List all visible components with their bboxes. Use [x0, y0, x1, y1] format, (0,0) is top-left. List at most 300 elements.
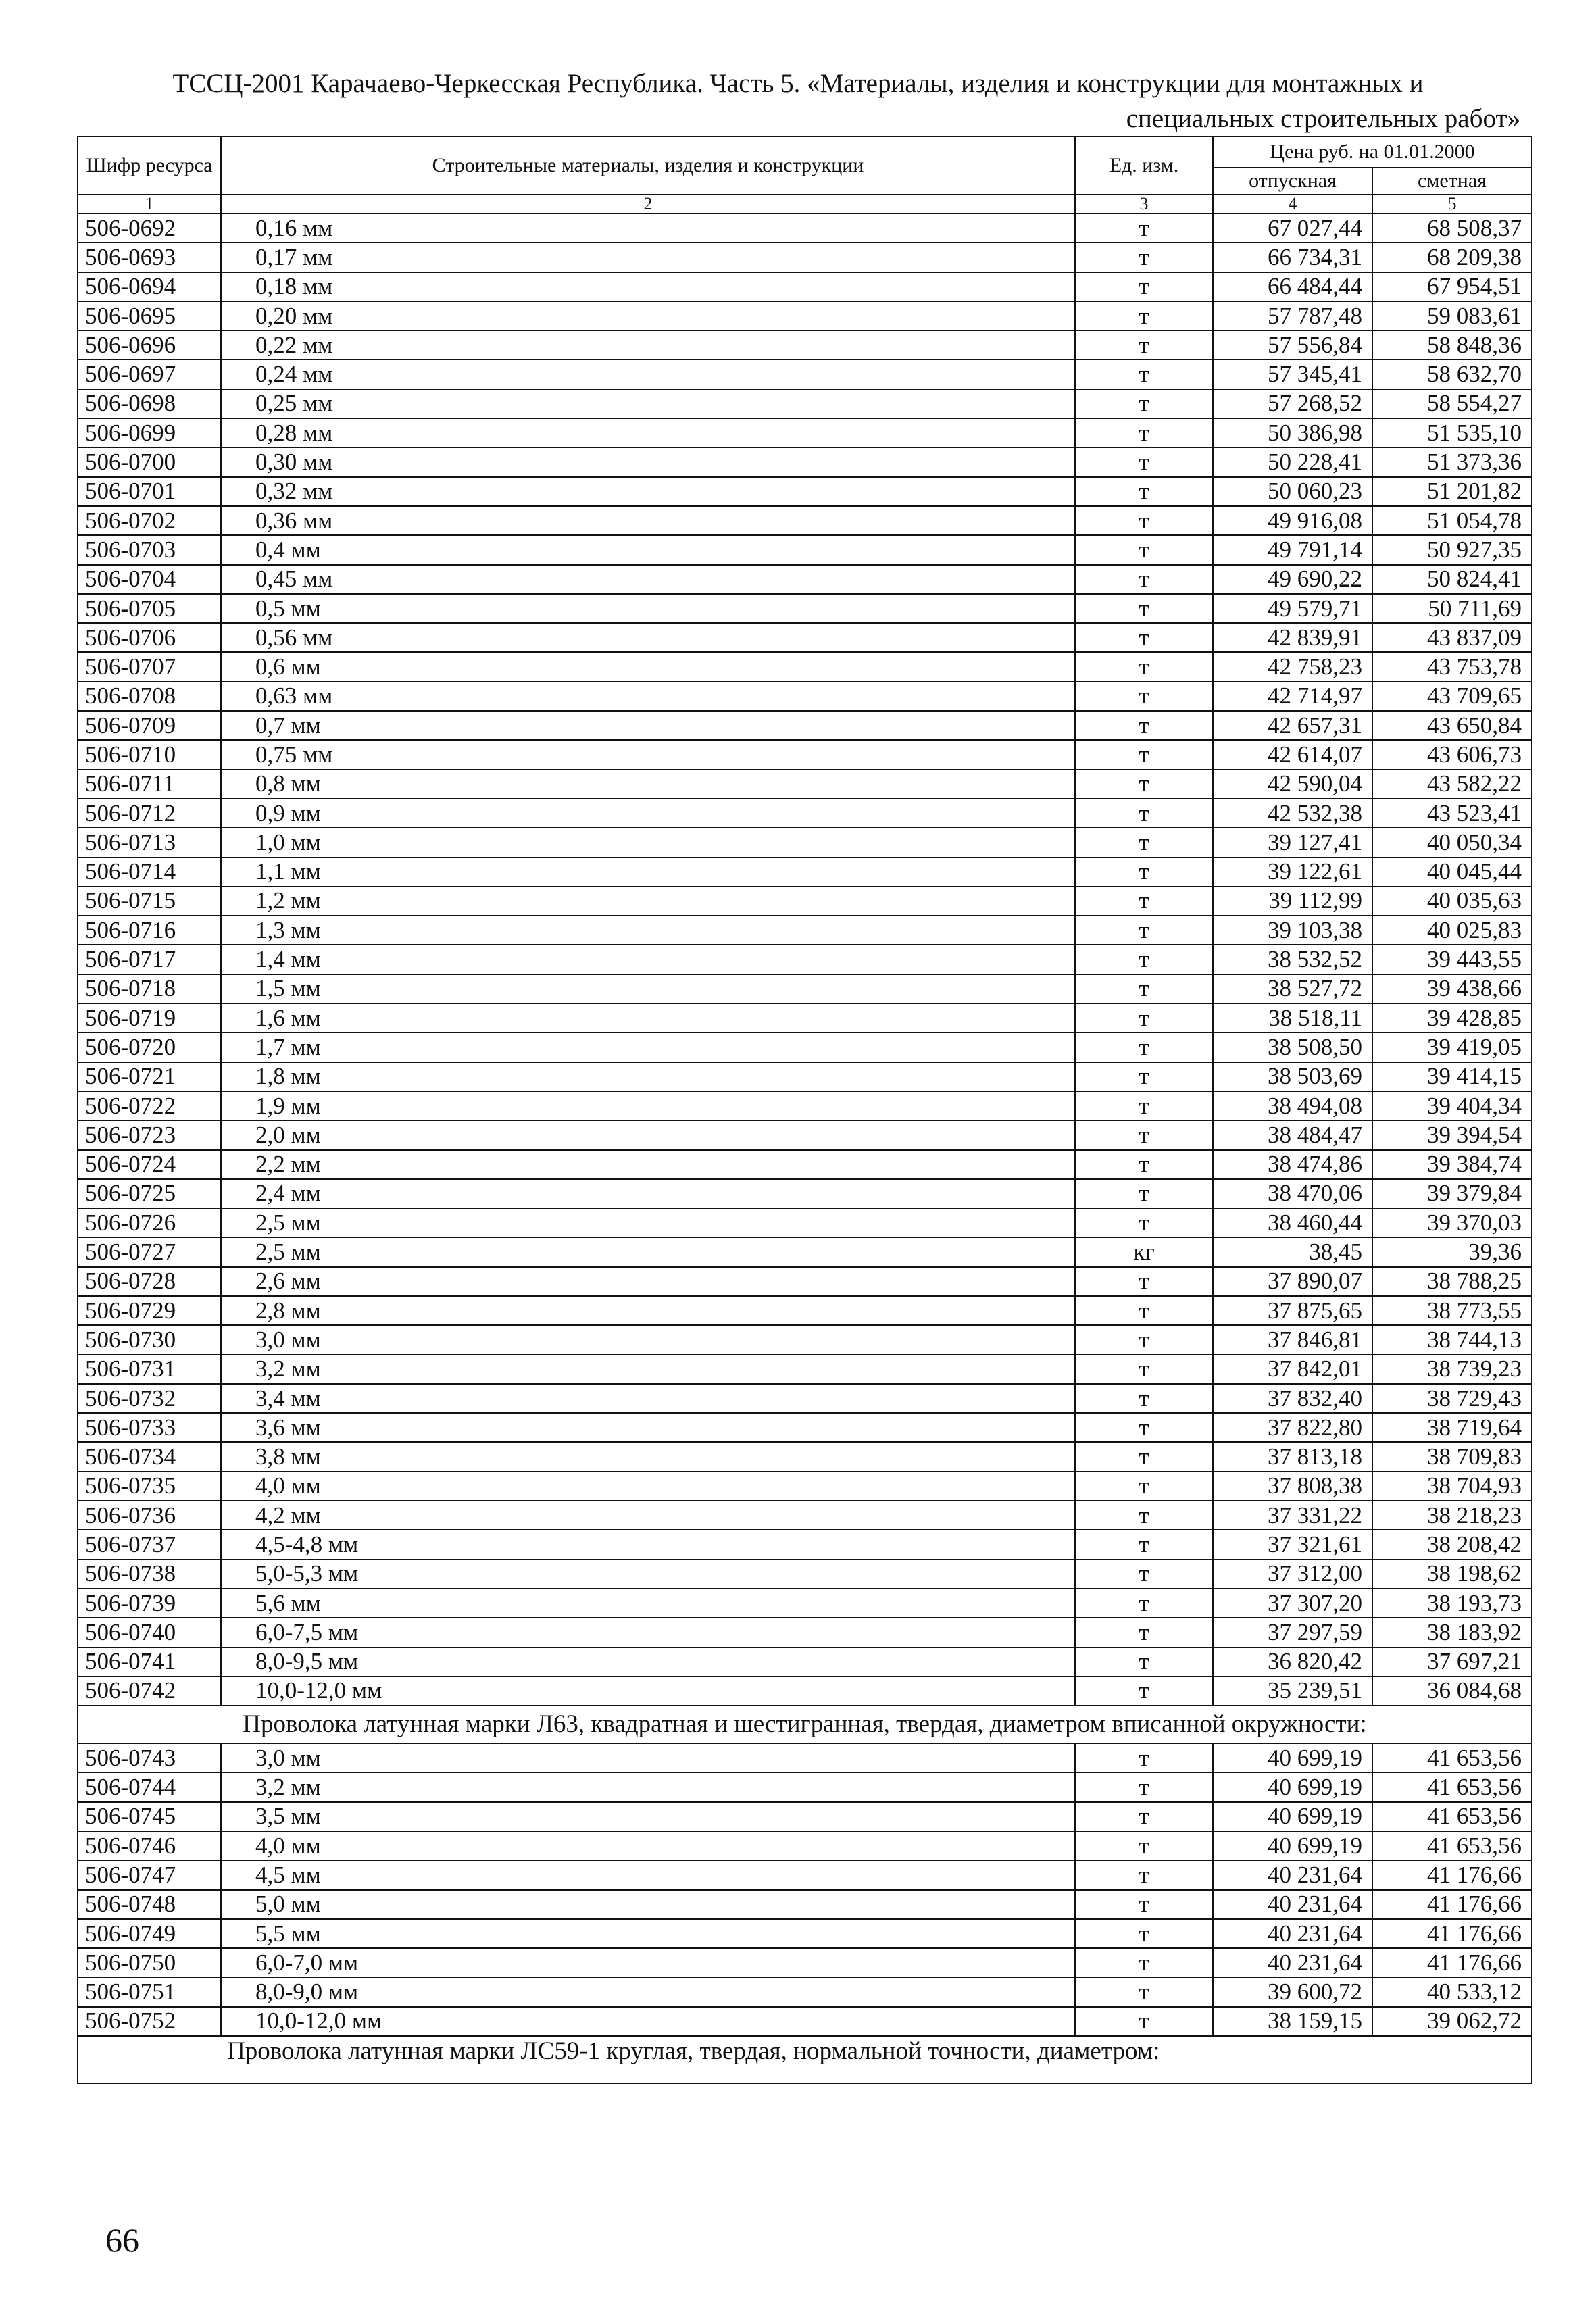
resource-code-cell: 506-0728: [78, 1267, 221, 1296]
resource-code-cell: 506-0707: [78, 652, 221, 681]
material-name-cell: 3,0 мм: [221, 1325, 1075, 1354]
release-price-cell: 37 321,61: [1213, 1530, 1372, 1559]
estimate-price-cell: 38 773,55: [1372, 1296, 1532, 1325]
estimate-price-cell: 50 711,69: [1372, 594, 1532, 623]
resource-code-cell: 506-0719: [78, 1003, 221, 1032]
header-estimate-price: сметная: [1372, 168, 1532, 195]
table-row: [78, 770, 1532, 799]
release-price-cell: 38 527,72: [1213, 974, 1372, 1003]
table-row: [78, 1179, 1532, 1208]
resource-code-cell: 506-0731: [78, 1355, 221, 1384]
unit-cell: т: [1075, 1179, 1213, 1208]
table-row: [78, 1472, 1532, 1501]
release-price-cell: 37 832,40: [1213, 1384, 1372, 1413]
unit-cell: т: [1075, 1296, 1213, 1325]
resource-code-cell: 506-0697: [78, 359, 221, 389]
release-price-cell: 37 808,38: [1213, 1472, 1372, 1501]
resource-code-cell: 506-0729: [78, 1296, 221, 1325]
resource-code-cell: 506-0724: [78, 1150, 221, 1179]
table-row: [78, 359, 1532, 389]
release-price-cell: 42 532,38: [1213, 799, 1372, 828]
resource-code-cell: 506-0704: [78, 565, 221, 594]
resource-code-cell: 506-0714: [78, 857, 221, 887]
release-price-cell: 40 231,64: [1213, 1919, 1372, 1948]
release-price-cell: 37 813,18: [1213, 1442, 1372, 1471]
release-price-cell: 38 460,44: [1213, 1208, 1372, 1237]
estimate-price-cell: 68 209,38: [1372, 243, 1532, 272]
material-name-cell: 1,7 мм: [221, 1032, 1075, 1062]
unit-cell: т: [1075, 359, 1213, 389]
table-row: [78, 799, 1532, 828]
release-price-cell: 37 297,59: [1213, 1618, 1372, 1647]
header-line-2: специальных строительных работ»: [1126, 104, 1520, 133]
material-name-cell: 0,75 мм: [221, 740, 1075, 769]
material-name-cell: 0,36 мм: [221, 506, 1075, 535]
resource-code-cell: 506-0720: [78, 1032, 221, 1062]
table-row: [78, 477, 1532, 506]
estimate-price-cell: 38 208,42: [1372, 1530, 1532, 1559]
estimate-price-cell: 51 201,82: [1372, 477, 1532, 506]
estimate-price-cell: 39 443,55: [1372, 945, 1532, 974]
unit-cell: т: [1075, 1003, 1213, 1032]
header-unit: Ед. изм.: [1075, 136, 1213, 195]
material-name-cell: 6,0-7,0 мм: [221, 1948, 1075, 1977]
release-price-cell: 50 060,23: [1213, 477, 1372, 506]
material-name-cell: 0,20 мм: [221, 301, 1075, 330]
page-number: 66: [105, 2221, 139, 2259]
table-row: [78, 1802, 1532, 1831]
header-line-1: ТССЦ-2001 Карачаево-Черкесская Республика. Часть 5. «Материалы, изделия и конструкции для монтажных и: [172, 69, 1424, 98]
table-row: [78, 506, 1532, 535]
unit-cell: т: [1075, 1772, 1213, 1801]
unit-cell: т: [1075, 916, 1213, 945]
unit-cell: т: [1075, 477, 1213, 506]
material-name-cell: 2,5 мм: [221, 1208, 1075, 1237]
table-row: [78, 1062, 1532, 1091]
release-price-cell: 40 699,19: [1213, 1831, 1372, 1860]
resource-code-cell: 506-0692: [78, 214, 221, 243]
header-col-number: 5: [1372, 195, 1532, 214]
resource-code-cell: 506-0743: [78, 1743, 221, 1772]
release-price-cell: 36 820,42: [1213, 1647, 1372, 1676]
unit-cell: т: [1075, 799, 1213, 828]
release-price-cell: 38,45: [1213, 1237, 1372, 1266]
unit-cell: т: [1075, 272, 1213, 301]
estimate-price-cell: 41 176,66: [1372, 1948, 1532, 1977]
estimate-price-cell: 41 176,66: [1372, 1860, 1532, 1889]
table-row: [78, 1208, 1532, 1237]
material-name-cell: 1,9 мм: [221, 1091, 1075, 1120]
resource-code-cell: 506-0715: [78, 887, 221, 916]
resource-code-cell: 506-0706: [78, 623, 221, 652]
table-row: [78, 1267, 1532, 1296]
estimate-price-cell: 50 824,41: [1372, 565, 1532, 594]
release-price-cell: 38 470,06: [1213, 1179, 1372, 1208]
material-name-cell: 3,5 мм: [221, 1802, 1075, 1831]
release-price-cell: 42 657,31: [1213, 711, 1372, 740]
unit-cell: т: [1075, 1442, 1213, 1471]
release-price-cell: 38 532,52: [1213, 945, 1372, 974]
release-price-cell: 37 875,65: [1213, 1296, 1372, 1325]
resource-code-cell: 506-0746: [78, 1831, 221, 1860]
table-row: [78, 1237, 1532, 1266]
release-price-cell: 38 508,50: [1213, 1032, 1372, 1062]
release-price-cell: 40 231,64: [1213, 1860, 1372, 1889]
material-name-cell: 4,0 мм: [221, 1831, 1075, 1860]
material-name-cell: 0,6 мм: [221, 652, 1075, 681]
table-row: [78, 1530, 1532, 1559]
material-name-cell: 0,45 мм: [221, 565, 1075, 594]
release-price-cell: 66 484,44: [1213, 272, 1372, 301]
table-row: [78, 945, 1532, 974]
material-name-cell: 5,6 мм: [221, 1589, 1075, 1618]
material-name-cell: 2,0 мм: [221, 1120, 1075, 1149]
estimate-price-cell: 43 650,84: [1372, 711, 1532, 740]
resource-code-cell: 506-0732: [78, 1384, 221, 1413]
table-body-group-1: [78, 214, 1532, 1706]
table-row: [78, 1296, 1532, 1325]
table-row: [78, 1442, 1532, 1471]
release-price-cell: 38 503,69: [1213, 1062, 1372, 1091]
release-price-cell: 49 916,08: [1213, 506, 1372, 535]
release-price-cell: 37 846,81: [1213, 1325, 1372, 1354]
resource-code-cell: 506-0703: [78, 535, 221, 564]
table-row: [78, 652, 1532, 681]
material-name-cell: 1,3 мм: [221, 916, 1075, 945]
material-name-cell: 8,0-9,0 мм: [221, 1978, 1075, 2007]
estimate-price-cell: 43 837,09: [1372, 623, 1532, 652]
release-price-cell: 39 112,99: [1213, 887, 1372, 916]
resource-code-cell: 506-0721: [78, 1062, 221, 1091]
material-name-cell: 3,2 мм: [221, 1355, 1075, 1384]
material-name-cell: 2,6 мм: [221, 1267, 1075, 1296]
section-heading-group: [78, 1706, 1532, 1743]
material-name-cell: 1,6 мм: [221, 1003, 1075, 1032]
resource-code-cell: 506-0736: [78, 1501, 221, 1530]
resource-code-cell: 506-0702: [78, 506, 221, 535]
resource-code-cell: 506-0733: [78, 1413, 221, 1442]
unit-cell: т: [1075, 974, 1213, 1003]
table-row: [78, 1003, 1532, 1032]
table-row: [78, 1589, 1532, 1618]
release-price-cell: 39 122,61: [1213, 857, 1372, 887]
unit-cell: т: [1075, 1384, 1213, 1413]
table-row: [78, 1948, 1532, 1977]
release-price-cell: 39 127,41: [1213, 828, 1372, 857]
unit-cell: т: [1075, 1802, 1213, 1831]
estimate-price-cell: 41 653,56: [1372, 1831, 1532, 1860]
resource-code-cell: 506-0741: [78, 1647, 221, 1676]
unit-cell: т: [1075, 506, 1213, 535]
table-row: [78, 857, 1532, 887]
table-row: [78, 1355, 1532, 1384]
estimate-price-cell: 40 533,12: [1372, 1978, 1532, 2007]
unit-cell: т: [1075, 1472, 1213, 1501]
estimate-price-cell: 38 193,73: [1372, 1589, 1532, 1618]
estimate-price-cell: 58 848,36: [1372, 330, 1532, 359]
unit-cell: т: [1075, 1032, 1213, 1062]
release-price-cell: 39 600,72: [1213, 1978, 1372, 2007]
table-row: [78, 916, 1532, 945]
release-price-cell: 50 386,98: [1213, 418, 1372, 447]
material-name-cell: 4,5 мм: [221, 1860, 1075, 1889]
material-name-cell: 0,4 мм: [221, 535, 1075, 564]
section-heading-group-2: [78, 2036, 1532, 2083]
table-row: [78, 1120, 1532, 1149]
resource-code-cell: 506-0744: [78, 1772, 221, 1801]
resource-code-cell: 506-0701: [78, 477, 221, 506]
resource-code-cell: 506-0747: [78, 1860, 221, 1889]
material-name-cell: 0,28 мм: [221, 418, 1075, 447]
header-col-number: 1: [78, 195, 221, 214]
unit-cell: т: [1075, 1208, 1213, 1237]
table-row: [78, 214, 1532, 243]
release-price-cell: 42 758,23: [1213, 652, 1372, 681]
table-row: [78, 1772, 1532, 1801]
resource-code-cell: 506-0698: [78, 389, 221, 418]
unit-cell: т: [1075, 1978, 1213, 2007]
resource-code-cell: 506-0709: [78, 711, 221, 740]
unit-cell: т: [1075, 1647, 1213, 1676]
header-price: Цена руб. на 01.01.2000: [1213, 136, 1532, 168]
table-row: [78, 1647, 1532, 1676]
release-price-cell: 57 787,48: [1213, 301, 1372, 330]
estimate-price-cell: 38 719,64: [1372, 1413, 1532, 1442]
table-body-group-2: [78, 1743, 1532, 2036]
header-col-number: 3: [1075, 195, 1213, 214]
unit-cell: т: [1075, 1860, 1213, 1889]
table-row: [78, 1091, 1532, 1120]
resource-code-cell: 506-0737: [78, 1530, 221, 1559]
table-row: [78, 565, 1532, 594]
resource-code-cell: 506-0713: [78, 828, 221, 857]
estimate-price-cell: 38 704,93: [1372, 1472, 1532, 1501]
unit-cell: т: [1075, 857, 1213, 887]
material-name-cell: 2,2 мм: [221, 1150, 1075, 1179]
resource-code-cell: 506-0748: [78, 1890, 221, 1919]
header-code: Шифр ресурса: [78, 136, 221, 195]
estimate-price-cell: 41 653,56: [1372, 1772, 1532, 1801]
estimate-price-cell: 39 062,72: [1372, 2007, 1532, 2036]
estimate-price-cell: 39 379,84: [1372, 1179, 1532, 1208]
resource-code-cell: 506-0711: [78, 770, 221, 799]
table-row: [78, 389, 1532, 418]
unit-cell: т: [1075, 1355, 1213, 1384]
material-name-cell: 1,1 мм: [221, 857, 1075, 887]
document-header: [76, 66, 1520, 136]
table-row: [78, 974, 1532, 1003]
unit-cell: т: [1075, 243, 1213, 272]
resource-code-cell: 506-0710: [78, 740, 221, 769]
table-row: [78, 1919, 1532, 1948]
resource-code-cell: 506-0734: [78, 1442, 221, 1471]
material-name-cell: 4,5-4,8 мм: [221, 1530, 1075, 1559]
table-row: [78, 1978, 1532, 2007]
estimate-price-cell: 58 554,27: [1372, 389, 1532, 418]
table-row: [78, 1860, 1532, 1889]
resource-code-cell: 506-0695: [78, 301, 221, 330]
material-name-cell: 0,24 мм: [221, 359, 1075, 389]
material-name-cell: 5,0-5,3 мм: [221, 1560, 1075, 1589]
release-price-cell: 38 474,86: [1213, 1150, 1372, 1179]
material-name-cell: 3,4 мм: [221, 1384, 1075, 1413]
estimate-price-cell: 40 025,83: [1372, 916, 1532, 945]
table-row: [78, 330, 1532, 359]
release-price-cell: 57 556,84: [1213, 330, 1372, 359]
unit-cell: т: [1075, 594, 1213, 623]
resource-code-cell: 506-0749: [78, 1919, 221, 1948]
estimate-price-cell: 38 218,23: [1372, 1501, 1532, 1530]
unit-cell: т: [1075, 1743, 1213, 1772]
release-price-cell: 67 027,44: [1213, 214, 1372, 243]
estimate-price-cell: 39 394,54: [1372, 1120, 1532, 1149]
table-row: [78, 594, 1532, 623]
estimate-price-cell: 67 954,51: [1372, 272, 1532, 301]
header-col-number: 2: [221, 195, 1075, 214]
resource-code-cell: 506-0726: [78, 1208, 221, 1237]
release-price-cell: 42 590,04: [1213, 770, 1372, 799]
section-title-2: Проволока латунная марки ЛС59-1 круглая, твердая, нормальной точности, диаметром:: [78, 2036, 1532, 2083]
table-row: [78, 1384, 1532, 1413]
material-name-cell: 5,5 мм: [221, 1919, 1075, 1948]
unit-cell: т: [1075, 1530, 1213, 1559]
unit-cell: т: [1075, 945, 1213, 974]
unit-cell: т: [1075, 682, 1213, 711]
estimate-price-cell: 38 709,83: [1372, 1442, 1532, 1471]
material-name-cell: 2,5 мм: [221, 1237, 1075, 1266]
estimate-price-cell: 38 198,62: [1372, 1560, 1532, 1589]
material-name-cell: 2,4 мм: [221, 1179, 1075, 1208]
release-price-cell: 40 231,64: [1213, 1948, 1372, 1977]
release-price-cell: 35 239,51: [1213, 1676, 1372, 1706]
estimate-price-cell: 38 739,23: [1372, 1355, 1532, 1384]
price-table: [77, 136, 1532, 2084]
estimate-price-cell: 43 582,22: [1372, 770, 1532, 799]
resource-code-cell: 506-0694: [78, 272, 221, 301]
release-price-cell: 40 699,19: [1213, 1802, 1372, 1831]
header-col-number: 4: [1213, 195, 1372, 214]
resource-code-cell: 506-0742: [78, 1676, 221, 1706]
table-row: [78, 1413, 1532, 1442]
table-row: [78, 2007, 1532, 2036]
estimate-price-cell: 39 414,15: [1372, 1062, 1532, 1091]
resource-code-cell: 506-0723: [78, 1120, 221, 1149]
material-name-cell: 1,8 мм: [221, 1062, 1075, 1091]
section-title-1: Проволока латунная марки Л63, квадратная и шестигранная, твердая, диаметром вписанной окружности:: [78, 1706, 1532, 1743]
release-price-cell: 37 890,07: [1213, 1267, 1372, 1296]
material-name-cell: 0,56 мм: [221, 623, 1075, 652]
unit-cell: т: [1075, 214, 1213, 243]
release-price-cell: 49 579,71: [1213, 594, 1372, 623]
unit-cell: т: [1075, 1325, 1213, 1354]
unit-cell: т: [1075, 1413, 1213, 1442]
table-row: [78, 1325, 1532, 1354]
material-name-cell: 3,8 мм: [221, 1442, 1075, 1471]
release-price-cell: 37 842,01: [1213, 1355, 1372, 1384]
release-price-cell: 66 734,31: [1213, 243, 1372, 272]
unit-cell: т: [1075, 770, 1213, 799]
material-name-cell: 0,17 мм: [221, 243, 1075, 272]
estimate-price-cell: 41 176,66: [1372, 1890, 1532, 1919]
material-name-cell: 0,7 мм: [221, 711, 1075, 740]
table-row: [78, 447, 1532, 476]
resource-code-cell: 506-0750: [78, 1948, 221, 1977]
release-price-cell: 38 518,11: [1213, 1003, 1372, 1032]
estimate-price-cell: 50 927,35: [1372, 535, 1532, 564]
table-row: [78, 1560, 1532, 1589]
estimate-price-cell: 39 438,66: [1372, 974, 1532, 1003]
material-name-cell: 1,2 мм: [221, 887, 1075, 916]
resource-code-cell: 506-0693: [78, 243, 221, 272]
release-price-cell: 57 268,52: [1213, 389, 1372, 418]
estimate-price-cell: 40 045,44: [1372, 857, 1532, 887]
estimate-price-cell: 43 606,73: [1372, 740, 1532, 769]
release-price-cell: 38 484,47: [1213, 1120, 1372, 1149]
estimate-price-cell: 51 373,36: [1372, 447, 1532, 476]
material-name-cell: 0,30 мм: [221, 447, 1075, 476]
estimate-price-cell: 51 535,10: [1372, 418, 1532, 447]
material-name-cell: 3,2 мм: [221, 1772, 1075, 1801]
estimate-price-cell: 58 632,70: [1372, 359, 1532, 389]
release-price-cell: 42 614,07: [1213, 740, 1372, 769]
unit-cell: т: [1075, 1501, 1213, 1530]
estimate-price-cell: 41 653,56: [1372, 1802, 1532, 1831]
material-name-cell: 10,0-12,0 мм: [221, 2007, 1075, 2036]
unit-cell: т: [1075, 301, 1213, 330]
estimate-price-cell: 39 428,85: [1372, 1003, 1532, 1032]
unit-cell: т: [1075, 1948, 1213, 1977]
table-row: [78, 535, 1532, 564]
release-price-cell: 37 331,22: [1213, 1501, 1372, 1530]
estimate-price-cell: 38 744,13: [1372, 1325, 1532, 1354]
estimate-price-cell: 37 697,21: [1372, 1647, 1532, 1676]
material-name-cell: 1,4 мм: [221, 945, 1075, 974]
table-row: [78, 1831, 1532, 1860]
estimate-price-cell: 43 523,41: [1372, 799, 1532, 828]
table-row: [78, 1150, 1532, 1179]
material-name-cell: 1,5 мм: [221, 974, 1075, 1003]
unit-cell: т: [1075, 1618, 1213, 1647]
unit-cell: т: [1075, 1091, 1213, 1120]
resource-code-cell: 506-0712: [78, 799, 221, 828]
estimate-price-cell: 36 084,68: [1372, 1676, 1532, 1706]
unit-cell: т: [1075, 1560, 1213, 1589]
table-row: [78, 1501, 1532, 1530]
material-name-cell: 0,8 мм: [221, 770, 1075, 799]
header-release-price: отпускная: [1213, 168, 1372, 195]
resource-code-cell: 506-0696: [78, 330, 221, 359]
release-price-cell: 42 714,97: [1213, 682, 1372, 711]
unit-cell: т: [1075, 330, 1213, 359]
resource-code-cell: 506-0738: [78, 1560, 221, 1589]
estimate-price-cell: 39 404,34: [1372, 1091, 1532, 1120]
estimate-price-cell: 39 384,74: [1372, 1150, 1532, 1179]
unit-cell: т: [1075, 1831, 1213, 1860]
release-price-cell: 57 345,41: [1213, 359, 1372, 389]
material-name-cell: 6,0-7,5 мм: [221, 1618, 1075, 1647]
release-price-cell: 50 228,41: [1213, 447, 1372, 476]
material-name-cell: 3,0 мм: [221, 1743, 1075, 1772]
estimate-price-cell: 38 183,92: [1372, 1618, 1532, 1647]
table-row: [78, 1676, 1532, 1706]
table-row: [78, 301, 1532, 330]
unit-cell: т: [1075, 1890, 1213, 1919]
table-row: [78, 1032, 1532, 1062]
resource-code-cell: 506-0730: [78, 1325, 221, 1354]
release-price-cell: 40 231,64: [1213, 1890, 1372, 1919]
table-row: [78, 682, 1532, 711]
release-price-cell: 40 699,19: [1213, 1743, 1372, 1772]
